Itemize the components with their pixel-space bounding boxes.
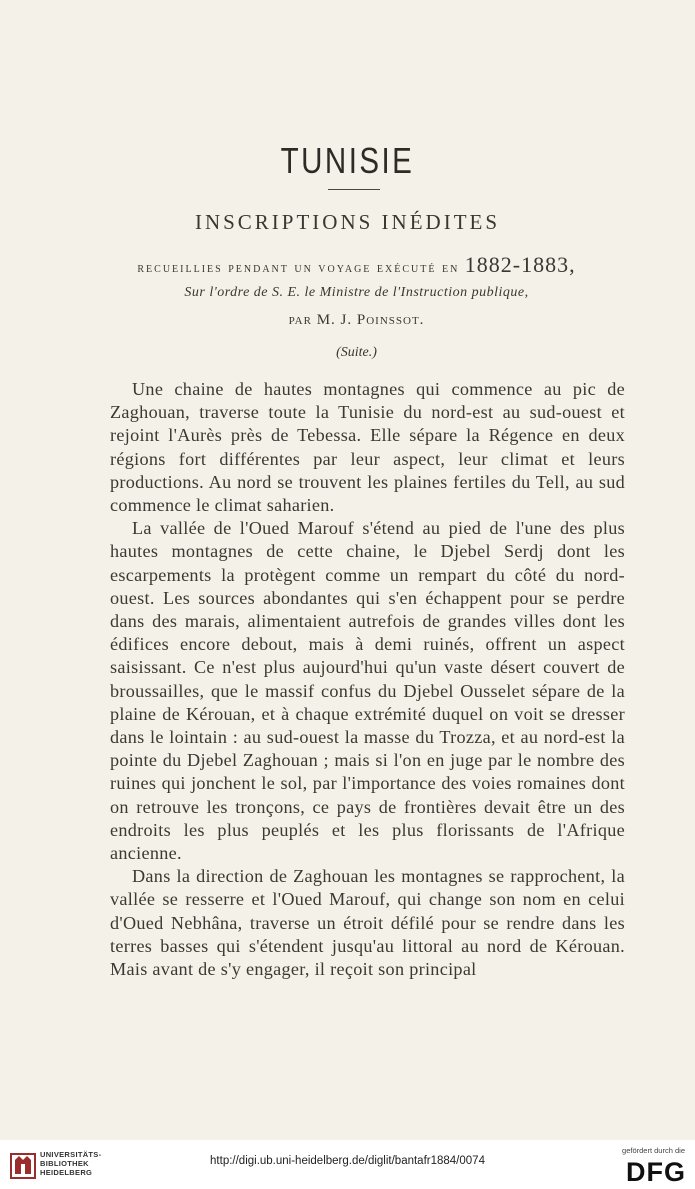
library-name-line: HEIDELBERG [40,1168,93,1177]
paragraph: Une chaine de hautes montagnes qui commence au pic de Zaghouan, traverse toute la Tunisie du nord-est au sud-ouest et rejoint l'Aurès près de Tebessa. Elle sépare la Régence en deux régions fort différentes par leur aspect, leur climat et leurs productions. Au nord se trouvent les plaines fertiles du Tell, au sud commence le climat saharien. [110,379,625,516]
collection-line [0,252,695,278]
funding-note: gefördert durch die [622,1146,685,1155]
continuation-note: (Suite.) [336,345,377,360]
dfg-logo: DFG [626,1157,686,1187]
article-subtitle: INSCRIPTIONS INÉDITES [194,210,501,234]
title-rule [328,189,380,190]
viewer-footer [0,1140,695,1189]
paragraph: Dans la direction de Zaghouan les montagnes se rapprochent, la vallée se resserre et l'Oued Marouf, qui change son nom en celui d'Oued Nebhâna, traverse un étroit défilé pour se rendre dans les terres basses qui s'étendent jusqu'au littoral au nord de Kérouan. Mais avant de s'y engager, il reçoit son principal [110,866,625,980]
library-name-line: UNIVERSITÄTS- [40,1150,102,1159]
author-line: par M. J. Poinssot. [288,312,425,328]
collection-text: recueillies pendant un voyage exécuté en [137,261,460,276]
permalink-url[interactable]: http://digi.ub.uni-heidelberg.de/diglit/bantafr1884/0074 [210,1155,485,1167]
article-body [110,378,625,981]
library-name-line: BIBLIOTHEK [40,1159,89,1168]
collection-years: 1882-1883, [464,252,576,277]
ministry-order: Sur l'ordre de S. E. le Ministre de l'Instruction publique, [184,285,529,300]
page-title: TUNISIE [280,140,415,181]
paragraph: La vallée de l'Oued Marouf s'étend au pied de l'une des plus hautes montagnes de cette chaine, le Djebel Serdj dont les escarpements la protègent comme un rempart du côté du nord-ouest. Les sources abondantes qui s'en échappent pour se perdre dans des marais, alimentaient autrefois de grandes villes dont les édifices encore debout, mais à demi ruinés, offrent un aspect saisissant. Ce n'est plus aujourd'hui qu'un vaste désert couvert de broussailles, que le massif confus du Djebel Ousselet sépare de la plaine de Kérouan, et à chaque extrémité duquel on voit se dresser dans le lointain : au sud-ouest la masse du Trozza, et au nord-est la pointe du Djebel Zaghouan ; mais si l'on en juge par le nombre des ruines qui jonchent le sol, par l'importance des voies romaines dont on retrouve les tronçons, ce pays de frontières devait être un des endroits les plus peuplés et les plus florissants de l'Afrique ancienne. [110,518,625,864]
